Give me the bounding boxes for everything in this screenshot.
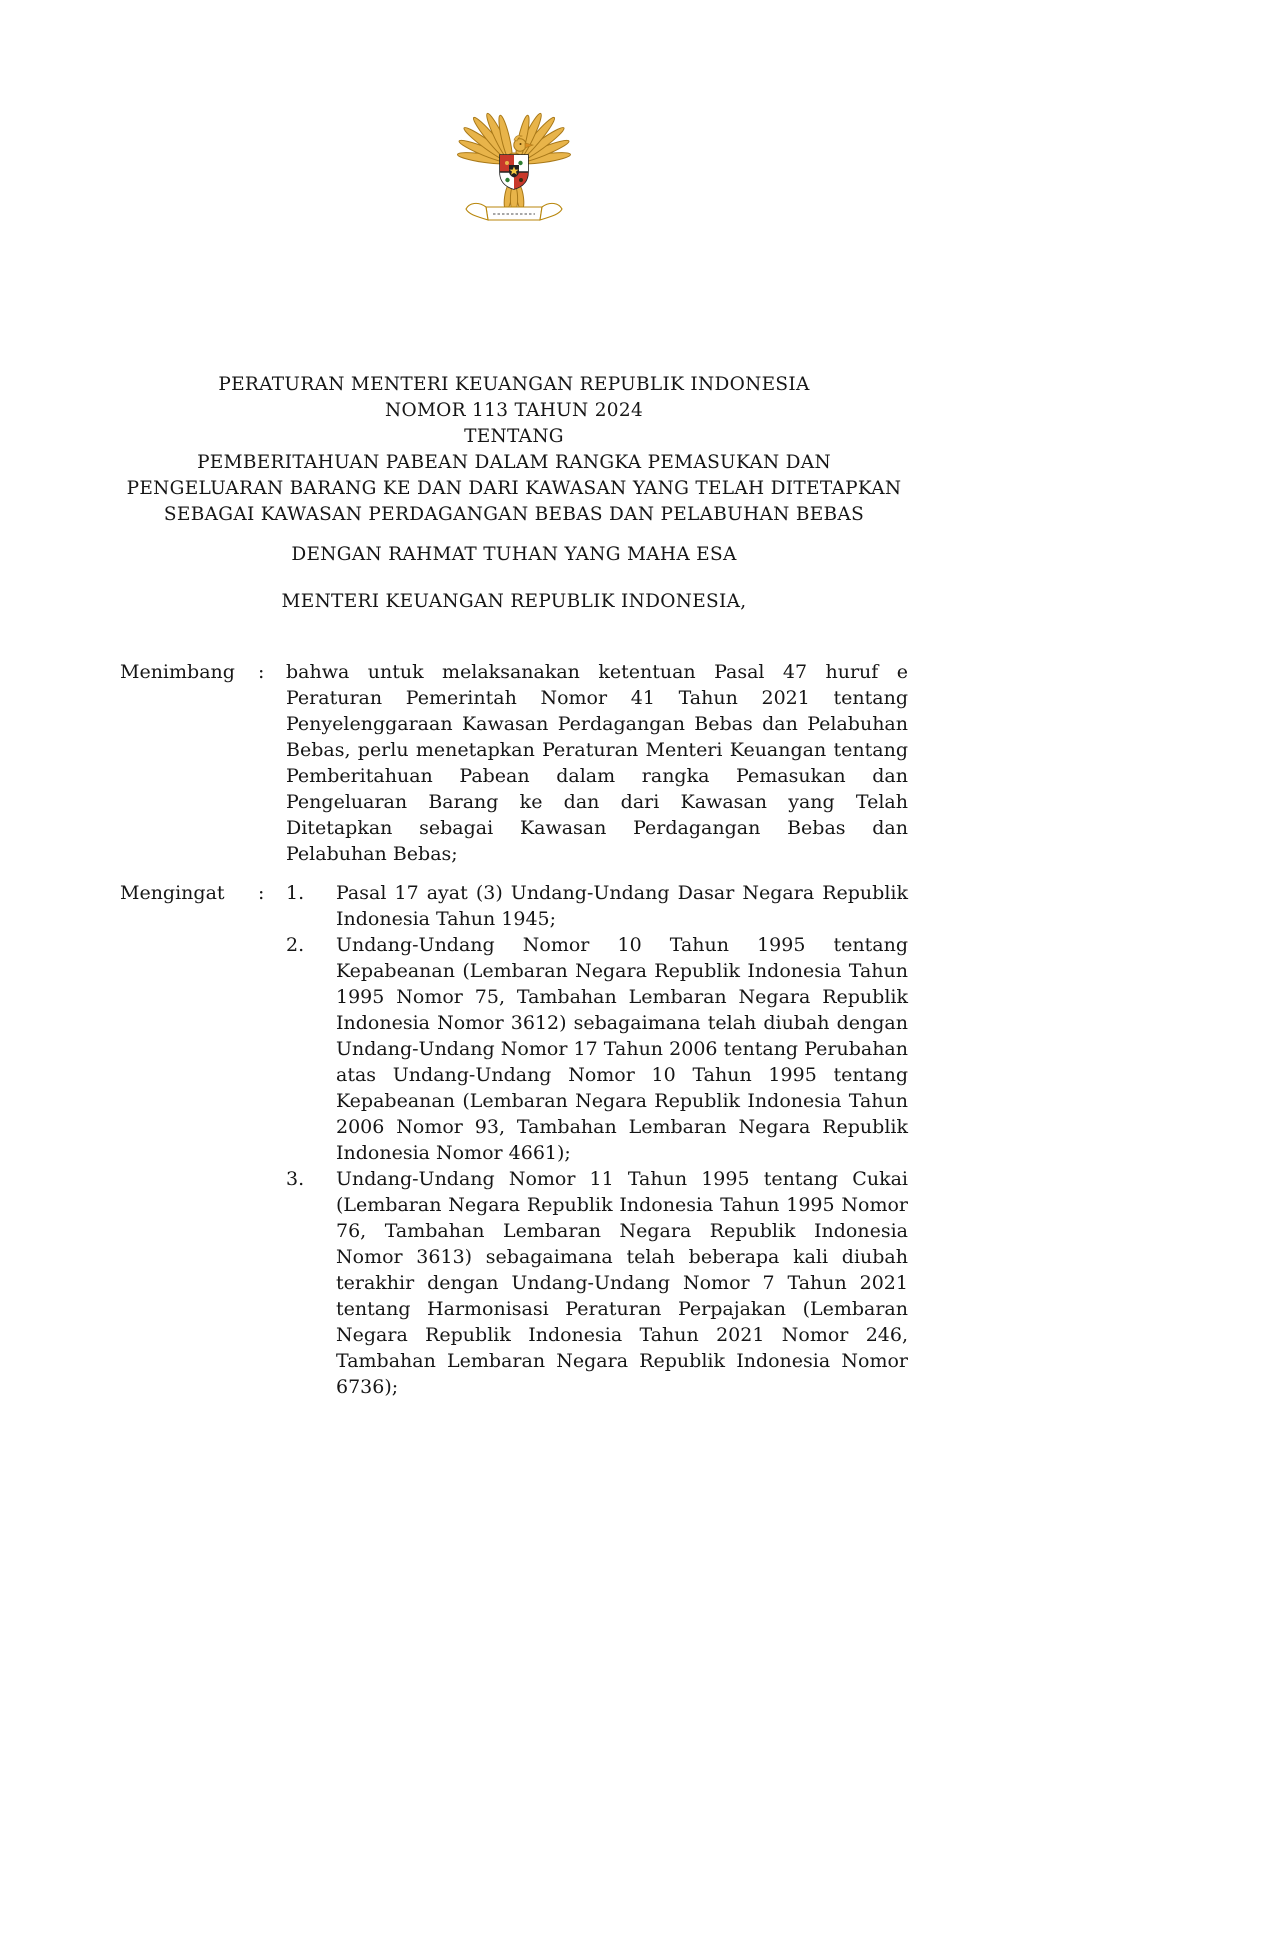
list-item-text: Undang-Undang Nomor 11 Tahun 1995 tentang Cukai (Lembaran Negara Republik Indonesia Tahun 1995 Nomor 76, Tambahan Lembaran Negara Republik Indonesia Nomor 3613) sebagaimana telah beberapa kali diubah terakhir dengan Undang-Undang Nomor 7 Tahun 2021 tentang Harmonisasi Peraturan Perpajakan (Lembaran Negara Republik Indonesia Tahun 2021 Nomor 246, Tambahan Lembaran Negara Republik Indonesia Nomor 6736); — [336, 1168, 908, 1398]
legal-basis-list — [286, 880, 908, 1400]
list-item — [286, 932, 908, 1166]
title-line-number: NOMOR 113 TAHUN 2024 — [384, 400, 644, 421]
list-item — [286, 880, 908, 932]
list-item-number: 3. — [286, 1168, 305, 1190]
clause-text-menimbang: bahwa untuk melaksanakan ketentuan Pasal 47 huruf e Peraturan Pemerintah Nomor 41 Tahun 2021 tentang Penyelenggaraan Kawasan Perdagangan Bebas dan Pelabuhan Bebas, perlu menetapkan Peraturan Menteri Keuangan tentang Pemberitahuan Pabean dalam rangka Pemasukan dan Pengeluaran Barang ke dan dari Kawasan yang Telah Ditetapkan sebagai Kawasan Perdagangan Bebas dan Pelabuhan Bebas; — [286, 661, 908, 865]
list-item-text: Pasal 17 ayat (3) Undang-Undang Dasar Negara Republik Indonesia Tahun 1945; — [336, 882, 908, 930]
clause-menimbang — [120, 659, 908, 867]
title-line-subject-2: PENGELUARAN BARANG KE DAN DARI KAWASAN YANG TELAH DITETAPKAN — [126, 478, 902, 499]
document-title-block — [120, 372, 908, 528]
title-line-tentang: TENTANG — [464, 426, 564, 447]
document-content-column — [120, 0, 908, 1400]
list-item — [286, 1166, 908, 1400]
list-item-number: 2. — [286, 934, 305, 956]
invocation-line: DENGAN RAHMAT TUHAN YANG MAHA ESA — [291, 544, 737, 565]
list-item-number: 1. — [286, 882, 305, 904]
garuda-pancasila-emblem — [453, 96, 575, 238]
clause-mengingat — [120, 880, 908, 1400]
garuda-pancasila-icon — [453, 96, 575, 238]
title-line-subject-1: PEMBERITAHUAN PABEAN DALAM RANGKA PEMASUKAN DAN — [197, 452, 831, 473]
clause-label-menimbang: Menimbang — [120, 661, 235, 683]
clause-colon: : — [258, 661, 265, 683]
issuer-line: MENTERI KEUANGAN REPUBLIK INDONESIA, — [281, 591, 747, 612]
title-line-subject-3: SEBAGAI KAWASAN PERDAGANGAN BEBAS DAN PELABUHAN BEBAS — [163, 504, 865, 525]
title-line: PERATURAN MENTERI KEUANGAN REPUBLIK INDONESIA — [218, 374, 810, 395]
clause-colon: : — [258, 882, 265, 904]
clause-label-mengingat: Mengingat — [120, 882, 225, 904]
list-item-text: Undang-Undang Nomor 10 Tahun 1995 tentang Kepabeanan (Lembaran Negara Republik Indonesia Tahun 1995 Nomor 75, Tambahan Lembaran Negara Republik Indonesia Nomor 3612) sebagaimana telah diubah dengan Undang-Undang Nomor 17 Tahun 2006 tentang Perubahan atas Undang-Undang Nomor 10 Tahun 1995 tentang Kepabeanan (Lembaran Negara Republik Indonesia Tahun 2006 Nomor 93, Tambahan Lembaran Negara Republik Indonesia Nomor 4661); — [336, 934, 908, 1164]
